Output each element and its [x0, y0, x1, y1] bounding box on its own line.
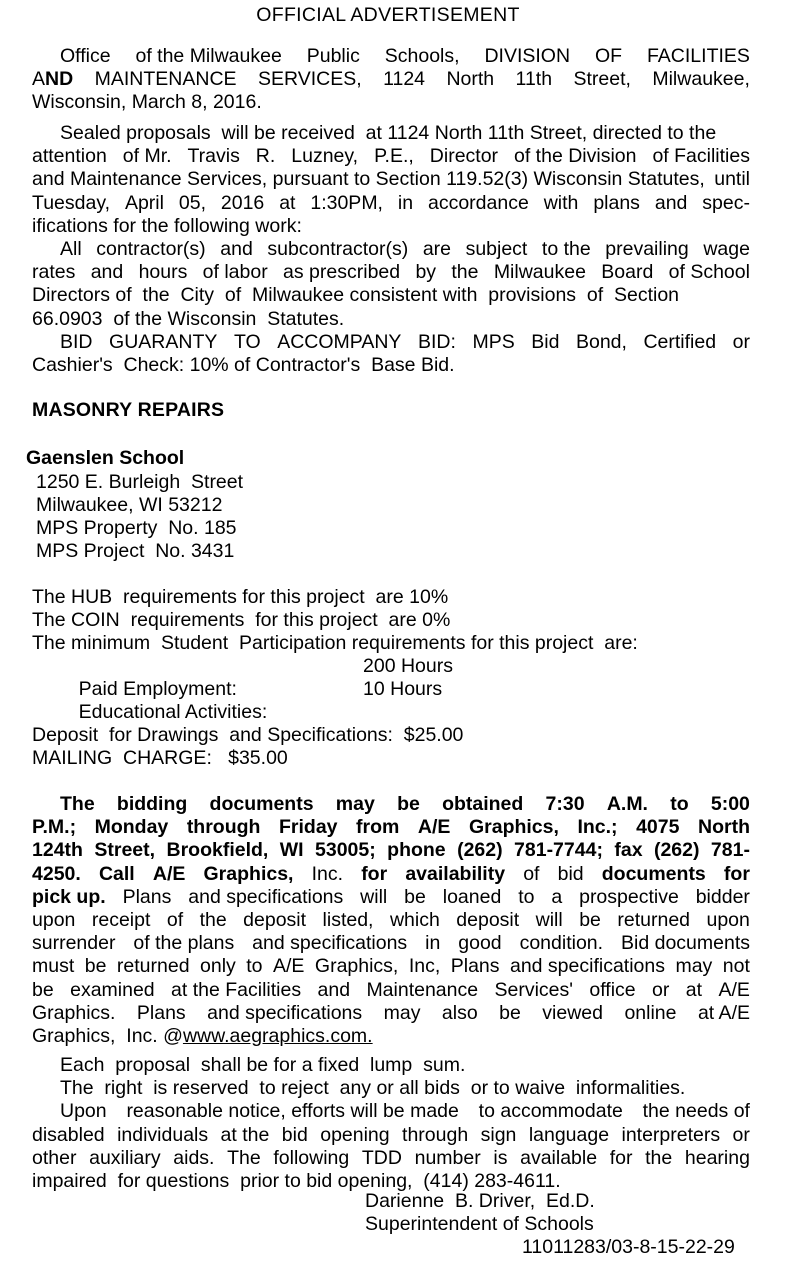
document-reference-number: 11011283/03-8-15-22-29 — [522, 1236, 735, 1258]
bidding-word: A/E — [152, 862, 186, 885]
wage-word: prevailing — [605, 238, 689, 260]
wage-word: Board — [601, 261, 654, 284]
guaranty-word: Certified — [643, 331, 717, 353]
closing-word: the — [645, 1146, 673, 1169]
closing-word: or — [732, 1123, 750, 1146]
sealed-word: attention — [32, 145, 107, 168]
guaranty-line-2: Cashier's Check: 10% of Contractor's Base Bid. — [32, 354, 455, 377]
bidding-word: A/E — [417, 816, 451, 839]
bidding-word: Friday — [278, 816, 338, 839]
bidding-word: (262) — [653, 839, 700, 862]
guaranty-word: TO — [233, 331, 261, 353]
page-title: OFFICIAL ADVERTISEMENT — [256, 4, 520, 26]
intro-word: 11th — [515, 68, 553, 91]
sealed-line-2 — [32, 145, 750, 168]
bidding-line-5 — [32, 886, 750, 909]
intro-word: OF — [594, 45, 623, 67]
bidding-word: Inc.; — [577, 816, 618, 839]
closing-word: bid — [281, 1123, 308, 1146]
wage-word: subject — [465, 238, 528, 260]
bidding-word: 4075 — [636, 816, 680, 839]
bidding-word: Inc. — [311, 862, 344, 885]
closing-word: following — [273, 1146, 350, 1169]
guaranty-word: ACCOMPANY — [277, 331, 402, 353]
guaranty-line-1 — [32, 331, 750, 354]
closing-line-3 — [32, 1100, 750, 1123]
bidding-word: bidding — [116, 793, 188, 815]
sealed-word: and — [654, 191, 688, 214]
bidding-word: in — [425, 932, 441, 955]
aegraphics-website-link[interactable]: www.aegraphics.com. — [182, 1025, 373, 1048]
wage-word: the — [451, 261, 479, 284]
project-address-city: Milwaukee, WI 53212 — [36, 494, 223, 516]
bidding-line-3 — [32, 839, 750, 862]
bidding-word: Graphics, — [468, 816, 559, 839]
intro-word: 1124 — [383, 68, 426, 91]
bidding-word: receipt — [91, 909, 151, 932]
closing-word: interpreters — [621, 1123, 721, 1146]
sealed-word: in — [397, 191, 414, 214]
project-school-name: Gaenslen School — [26, 447, 185, 469]
bidding-word: 5:00 — [710, 793, 750, 815]
bidding-word: Plans — [136, 1001, 186, 1024]
bidding-word: (262) — [457, 839, 503, 862]
bidding-word: Graphics. — [32, 1001, 116, 1024]
bidding-line-1 — [32, 793, 750, 816]
bidding-word: Plans — [122, 885, 172, 908]
sealed-word: at — [279, 191, 296, 214]
sealed-word: P.E., — [374, 145, 414, 168]
bidding-word: may — [675, 955, 713, 978]
bidding-word: Bid documents — [621, 932, 750, 955]
bidding-word: Graphics, — [314, 955, 399, 978]
bidding-line-11-prefix: Graphics, Inc. @ — [32, 1025, 183, 1048]
bidding-word: prospective — [579, 885, 679, 908]
intro-word-part-bold: ND — [45, 68, 74, 91]
closing-word: opening — [320, 1123, 390, 1146]
closing-word: at the — [220, 1123, 270, 1146]
bidding-line-7 — [32, 932, 750, 955]
bidding-word: obtained — [442, 793, 524, 815]
closing-word: The — [227, 1146, 261, 1169]
paragraph-bidding-documents — [32, 793, 750, 1048]
paragraph-sealed-proposals — [32, 122, 750, 238]
closing-word: reasonable notice, efforts will be made — [126, 1100, 459, 1123]
bidding-word: and — [317, 978, 351, 1001]
sealed-word: with — [543, 191, 579, 214]
bidding-word: deposit — [243, 909, 307, 932]
bidding-word: Call — [98, 862, 135, 885]
bidding-word: upon — [706, 909, 750, 932]
bidding-word: P.M.; — [32, 816, 77, 839]
wage-line-4: 66.0903 of the Wisconsin Statutes. — [32, 307, 345, 330]
closing-word: available — [520, 1146, 598, 1169]
sealed-word: plans — [593, 191, 640, 214]
bidding-word: and specifications — [207, 1001, 363, 1024]
bidding-word: to — [246, 955, 263, 978]
closing-word: number — [414, 1146, 481, 1169]
fee-mailing-charge: MAILING CHARGE: $35.00 — [32, 747, 288, 769]
bidding-word: not — [722, 955, 750, 978]
wage-word: and — [220, 238, 253, 260]
bidding-word: listed, — [322, 909, 374, 932]
wage-word: by — [415, 261, 437, 284]
intro-word: SERVICES, — [257, 68, 362, 91]
wage-word: subcontractor(s) — [267, 238, 409, 260]
bidding-word: of the plans — [133, 932, 235, 955]
bidding-word: returned — [116, 955, 190, 978]
sealed-word: R. — [255, 145, 276, 168]
bidding-line-6 — [32, 909, 750, 932]
bidding-word: at the Facilities — [171, 978, 302, 1001]
bidding-word: viewed — [542, 1001, 603, 1024]
intro-word: Milwaukee, — [652, 68, 750, 91]
intro-line-3: Wisconsin, March 8, 2016. — [32, 91, 262, 114]
closing-word: language — [528, 1123, 610, 1146]
bidding-word: may — [335, 793, 375, 815]
wage-word: and — [90, 261, 124, 284]
bidding-word: will — [535, 909, 563, 932]
bidding-word: only — [200, 955, 236, 978]
bidding-word: bid — [557, 862, 584, 885]
closing-word: Upon — [60, 1100, 107, 1123]
intro-word: Street, — [573, 68, 631, 91]
bidding-word: office — [589, 978, 636, 1001]
bidding-word: North — [698, 816, 750, 839]
bidding-word: availability — [405, 862, 506, 885]
bidding-word: to — [670, 793, 689, 815]
sealed-line-3 — [32, 168, 750, 191]
bidding-word: of — [523, 862, 540, 885]
wage-word: as prescribed — [283, 261, 401, 284]
bidding-word: Graphics, — [203, 862, 294, 885]
bidding-word: which — [389, 909, 440, 932]
bidding-word: 53005; — [315, 839, 376, 862]
wage-word: wage — [703, 238, 750, 260]
intro-word: of the Milwaukee — [135, 45, 282, 67]
sealed-word: of Mr. — [122, 145, 172, 168]
bidding-word: fax — [614, 839, 643, 862]
bidding-word: Monday — [94, 816, 169, 839]
wage-word: are — [422, 238, 451, 260]
bidding-word: Brookfield, — [166, 839, 269, 862]
requirement-row-label: Paid Employment: — [78, 678, 237, 700]
requirement-row-label: Educational Activities: — [78, 701, 268, 723]
intro-word: FACILITIES — [646, 45, 750, 67]
guaranty-word: or — [732, 331, 750, 353]
bidding-word: bidder — [695, 885, 750, 908]
bidding-word: examined — [70, 978, 155, 1001]
sealed-word: 1:30PM, — [310, 191, 383, 214]
wage-word: hours — [138, 261, 188, 284]
closing-word: TDD — [361, 1146, 402, 1169]
bidding-word: 124th — [32, 839, 83, 862]
requirement-coin: The COIN requirements for this project are 0% — [32, 609, 451, 631]
wage-word: Milwaukee — [493, 261, 586, 284]
closing-word: for — [609, 1146, 633, 1169]
bidding-word: Inc, — [408, 955, 441, 978]
bidding-word: A.M. — [606, 793, 648, 815]
bidding-line-2 — [32, 816, 750, 839]
bidding-word: and specifications — [252, 932, 408, 955]
sealed-word: 05, — [178, 191, 206, 214]
sealed-word: until — [714, 168, 750, 191]
intro-word: Public — [306, 45, 360, 67]
intro-word: Office — [60, 45, 111, 67]
closing-line-1: Each proposal shall be for a fixed lump sum. — [60, 1054, 466, 1076]
bidding-line-4 — [32, 863, 750, 886]
guaranty-word: MPS — [472, 331, 515, 353]
intro-word: Schools, — [384, 45, 460, 67]
bidding-word: documents — [209, 793, 314, 815]
bidding-word: be — [579, 909, 601, 932]
wage-line-1 — [32, 238, 750, 261]
bidding-word: phone — [387, 839, 446, 862]
bidding-word: condition. — [519, 932, 604, 955]
closing-line-6: impaired for questions prior to bid opening, (414) 283-4611. — [32, 1170, 561, 1193]
project-address-street: 1250 E. Burleigh Street — [36, 471, 244, 493]
bidding-word: Services' — [494, 978, 573, 1001]
intro-word — [32, 68, 73, 91]
bidding-word: for — [723, 862, 750, 885]
bidding-word: returned — [617, 909, 691, 932]
closing-word: disabled — [32, 1123, 105, 1146]
sealed-word: Luzney, — [291, 145, 359, 168]
closing-word: is — [493, 1146, 508, 1169]
bidding-word: WI — [279, 839, 304, 862]
bidding-word: A/E — [273, 955, 305, 978]
closing-word: individuals — [117, 1123, 209, 1146]
guaranty-word: Bid — [531, 331, 560, 353]
bidding-word: 781- — [710, 839, 750, 862]
closing-word: aids. — [173, 1146, 215, 1169]
bidding-word: to — [518, 885, 535, 908]
bidding-word: at — [685, 978, 703, 1001]
requirement-row-value: 10 Hours — [363, 678, 443, 700]
intro-word-part: A — [32, 68, 46, 91]
requirement-row-value: 200 Hours — [363, 655, 453, 677]
bidding-word: the — [199, 909, 227, 932]
intro-word: DIVISION — [484, 45, 571, 67]
bidding-word: may — [383, 1001, 421, 1024]
bidding-word: A/E — [718, 978, 750, 1001]
closing-word: sign — [480, 1123, 517, 1146]
bidding-word: be — [84, 955, 107, 978]
closing-word: other — [32, 1146, 77, 1169]
project-property-number: MPS Property No. 185 — [36, 517, 237, 539]
bidding-line-10 — [32, 1002, 750, 1025]
sealed-line-5: ifications for the following work: — [32, 214, 302, 237]
closing-line-2: The right is reserved to reject any or all bids or to waive informalities. — [60, 1077, 686, 1100]
bidding-word: and specifications — [509, 955, 665, 978]
intro-word: North — [446, 68, 495, 91]
paragraph-office-intro — [32, 45, 750, 115]
bidding-line-8 — [32, 955, 750, 978]
paragraph-prevailing-wage — [32, 238, 750, 331]
bidding-word: surrender — [32, 932, 116, 955]
signature-role: Superintendent of Schools — [365, 1213, 594, 1235]
bidding-word: be — [32, 978, 54, 1001]
paragraph-bid-guaranty — [32, 331, 750, 377]
sealed-word: 2016 — [220, 191, 265, 214]
bidding-word: deposit — [456, 909, 520, 932]
guaranty-word: GUARANTY — [109, 331, 218, 353]
closing-word: through — [402, 1123, 469, 1146]
bidding-word: a — [551, 885, 563, 908]
bidding-word: 4250. — [32, 862, 81, 885]
bidding-word: The — [60, 793, 95, 815]
intro-word: MAINTENANCE — [94, 68, 237, 91]
bidding-word: at A/E — [697, 1001, 750, 1024]
wage-word: of labor — [202, 261, 268, 284]
project-project-number: MPS Project No. 3431 — [36, 540, 235, 562]
sealed-word: of Facilities — [652, 145, 750, 168]
requirement-student-participation: The minimum Student Participation requirements for this project are: — [32, 632, 638, 654]
guaranty-word: BID: — [417, 331, 456, 353]
sealed-word: Tuesday, — [32, 191, 111, 214]
wage-word: contractor(s) — [96, 238, 206, 260]
signature-name: Darienne B. Driver, Ed.D. — [365, 1190, 595, 1212]
bidding-word: for — [361, 862, 388, 885]
closing-line-5 — [32, 1147, 750, 1170]
closing-word: auxiliary — [89, 1146, 161, 1169]
bidding-word: of — [166, 909, 184, 932]
closing-line-4 — [32, 1124, 750, 1147]
closing-word: to accommodate — [478, 1100, 623, 1123]
bidding-word: be — [404, 885, 426, 908]
sealed-word: and Maintenance Services, pursuant to Section 119.52(3) Wisconsin Statutes, — [32, 168, 705, 191]
bidding-word: will — [360, 885, 388, 908]
wage-word: of School — [668, 261, 750, 284]
section-heading-work-type: MASONRY REPAIRS — [32, 399, 225, 421]
bidding-word: through — [186, 816, 261, 839]
closing-word: hearing — [684, 1146, 750, 1169]
bidding-word: documents — [601, 862, 706, 885]
bidding-word: also — [441, 1001, 478, 1024]
bidding-word: be — [397, 793, 420, 815]
sealed-line-1: Sealed proposals will be received at 1124 North 11th Street, directed to the — [60, 122, 717, 144]
bidding-word: or — [652, 978, 670, 1001]
bidding-word: Street, — [94, 839, 156, 862]
bidding-word: must — [32, 955, 75, 978]
bidding-word: Maintenance — [366, 978, 479, 1001]
bidding-word: Plans — [450, 955, 500, 978]
intro-line-1 — [32, 45, 750, 68]
bidding-word: upon — [32, 909, 76, 932]
bidding-word: online — [624, 1001, 677, 1024]
closing-word: the needs of — [642, 1100, 750, 1123]
fee-deposit: Deposit for Drawings and Specifications: $25.00 — [32, 724, 464, 746]
bidding-line-11 — [32, 1025, 750, 1048]
bidding-line-9 — [32, 979, 750, 1002]
paragraph-closing — [32, 1054, 750, 1193]
wage-line-3: Directors of the City of Milwaukee consistent with provisions of Section — [32, 284, 680, 307]
bidding-word: loaned — [442, 885, 502, 908]
guaranty-word: Bond, — [575, 331, 627, 353]
guaranty-word: BID — [60, 331, 93, 353]
sealed-line-4 — [32, 192, 750, 215]
sealed-word: spec- — [702, 191, 750, 214]
bidding-word: pick up. — [32, 885, 106, 908]
requirement-hub: The HUB requirements for this project are 10% — [32, 586, 449, 608]
sealed-word: of the Division — [514, 145, 637, 168]
sealed-word: accordance — [427, 191, 529, 214]
sealed-word: April — [124, 191, 164, 214]
wage-word: rates — [32, 261, 76, 284]
bidding-word: and specifications — [188, 885, 344, 908]
sealed-word: Director — [429, 145, 499, 168]
wage-word: to the — [541, 238, 591, 260]
bidding-word: be — [499, 1001, 521, 1024]
wage-word: All — [60, 238, 82, 260]
wage-line-2 — [32, 261, 750, 284]
intro-line-2 — [32, 68, 750, 91]
bidding-word: from — [356, 816, 400, 839]
sealed-word: Travis — [187, 145, 240, 168]
bidding-word: good — [458, 932, 502, 955]
bidding-word: 781-7744; — [514, 839, 603, 862]
bidding-word: 7:30 — [545, 793, 585, 815]
